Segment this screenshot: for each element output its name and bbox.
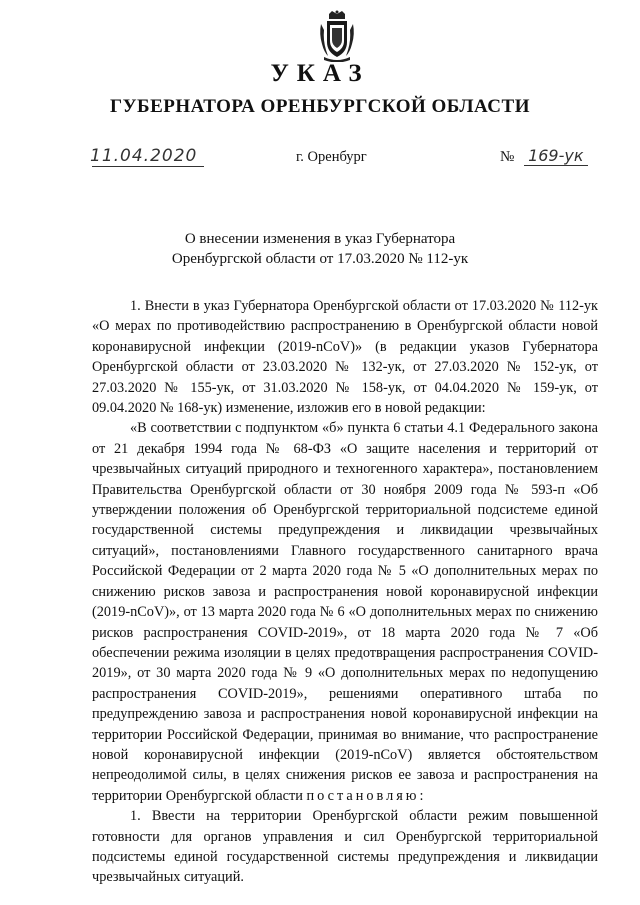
subject-line-2: Оренбургской области от 17.03.2020 № 112-ук (171, 251, 469, 267)
paragraph-1: 1. Внести в указ Губернатора Оренбургской области от 17.03.2020 № 112-ук «О мерах по противодействию распространению в Оренбургской области новой коронавирусной инфекции (2019-nCoV)» (в редакции указов Губернатора Оренбургской области от 23.03.2020 № 132-ук, от 27.03.2020 № 152-ук, от 27.03.2020 № 155-ук, от 31.03.2020 № 158-ук, от 04.04.2020 № 159-ук, от 09.04.2020 № 168-ук) изменение, изложив его в новой редакции: (92, 298, 598, 417)
subject-line-1: О внесении изменения в указ Губернатора (184, 231, 456, 247)
coat-of-arms-emblem (318, 10, 356, 62)
decree-subject (0, 229, 640, 269)
number-value: 169-ук (524, 146, 587, 166)
paragraph-3: 1. Ввести на территории Оренбургской области режим повышенной готовности для органов управления и сил Оренбургской территориальной подсистемы единой государственной системы предупреждения и ликвидации чрезвычайных ситуаций. (92, 808, 598, 886)
decree-city: г. Оренбург (296, 149, 367, 165)
decree-date: 11.04.2020 (90, 146, 198, 166)
date-underline (92, 166, 204, 167)
paragraph-2-text: «В соответствии с подпунктом «б» пункта 6 статьи 4.1 Федерального закона от 21 декабря 1994 года № 68-ФЗ «О защите населения и территорий от чрезвычайных ситуаций природного и техногенного характера», постановлением Правительства Оренбургской области от 30 ноября 2009 года № 593-п «Об утверждении положения об Оренбургской территориальной подсистеме единой государственной системы предупреждения и ликвидации чрезвычайных ситуаций», постановлениями Главного государственного санитарного врача Российской Федерации от 2 марта 2020 года № 5 «О дополнительных мерах по снижению рисков завоза и распространения новой коронавирусной инфекции (2019-nCoV)», от 13 марта 2020 года № 6 «О дополнительных мерах по снижению рисков распространения COVID-2019», от 18 марта 2020 года № 7 «Об обеспечении режима изоляции в целях предотвращения распространения COVID-2019», от 30 марта 2020 года № 9 «О дополнительных мерах по недопущению распространения COVID-2019», решениями оперативного штаба по предупреждению завоза и распространения новой коронавирусной инфекции на территории Российской Федерации, принимая во внимание, что распространение новой коронавирусной инфекции (2019-nCoV) является обстоятельством непреодолимой силы, в целях снижения рисков ее завоза и распространения на территории Оренбургской области (92, 420, 598, 804)
decree-word: постановляю: (306, 787, 427, 804)
paragraph-2 (92, 418, 598, 806)
document-title: УКАЗ (270, 60, 370, 87)
number-sign: № (500, 149, 515, 165)
decree-number (500, 146, 588, 166)
document-issuer: ГУБЕРНАТОРА ОРЕНБУРГСКОЙ ОБЛАСТИ (110, 96, 530, 117)
decree-body (92, 296, 598, 888)
